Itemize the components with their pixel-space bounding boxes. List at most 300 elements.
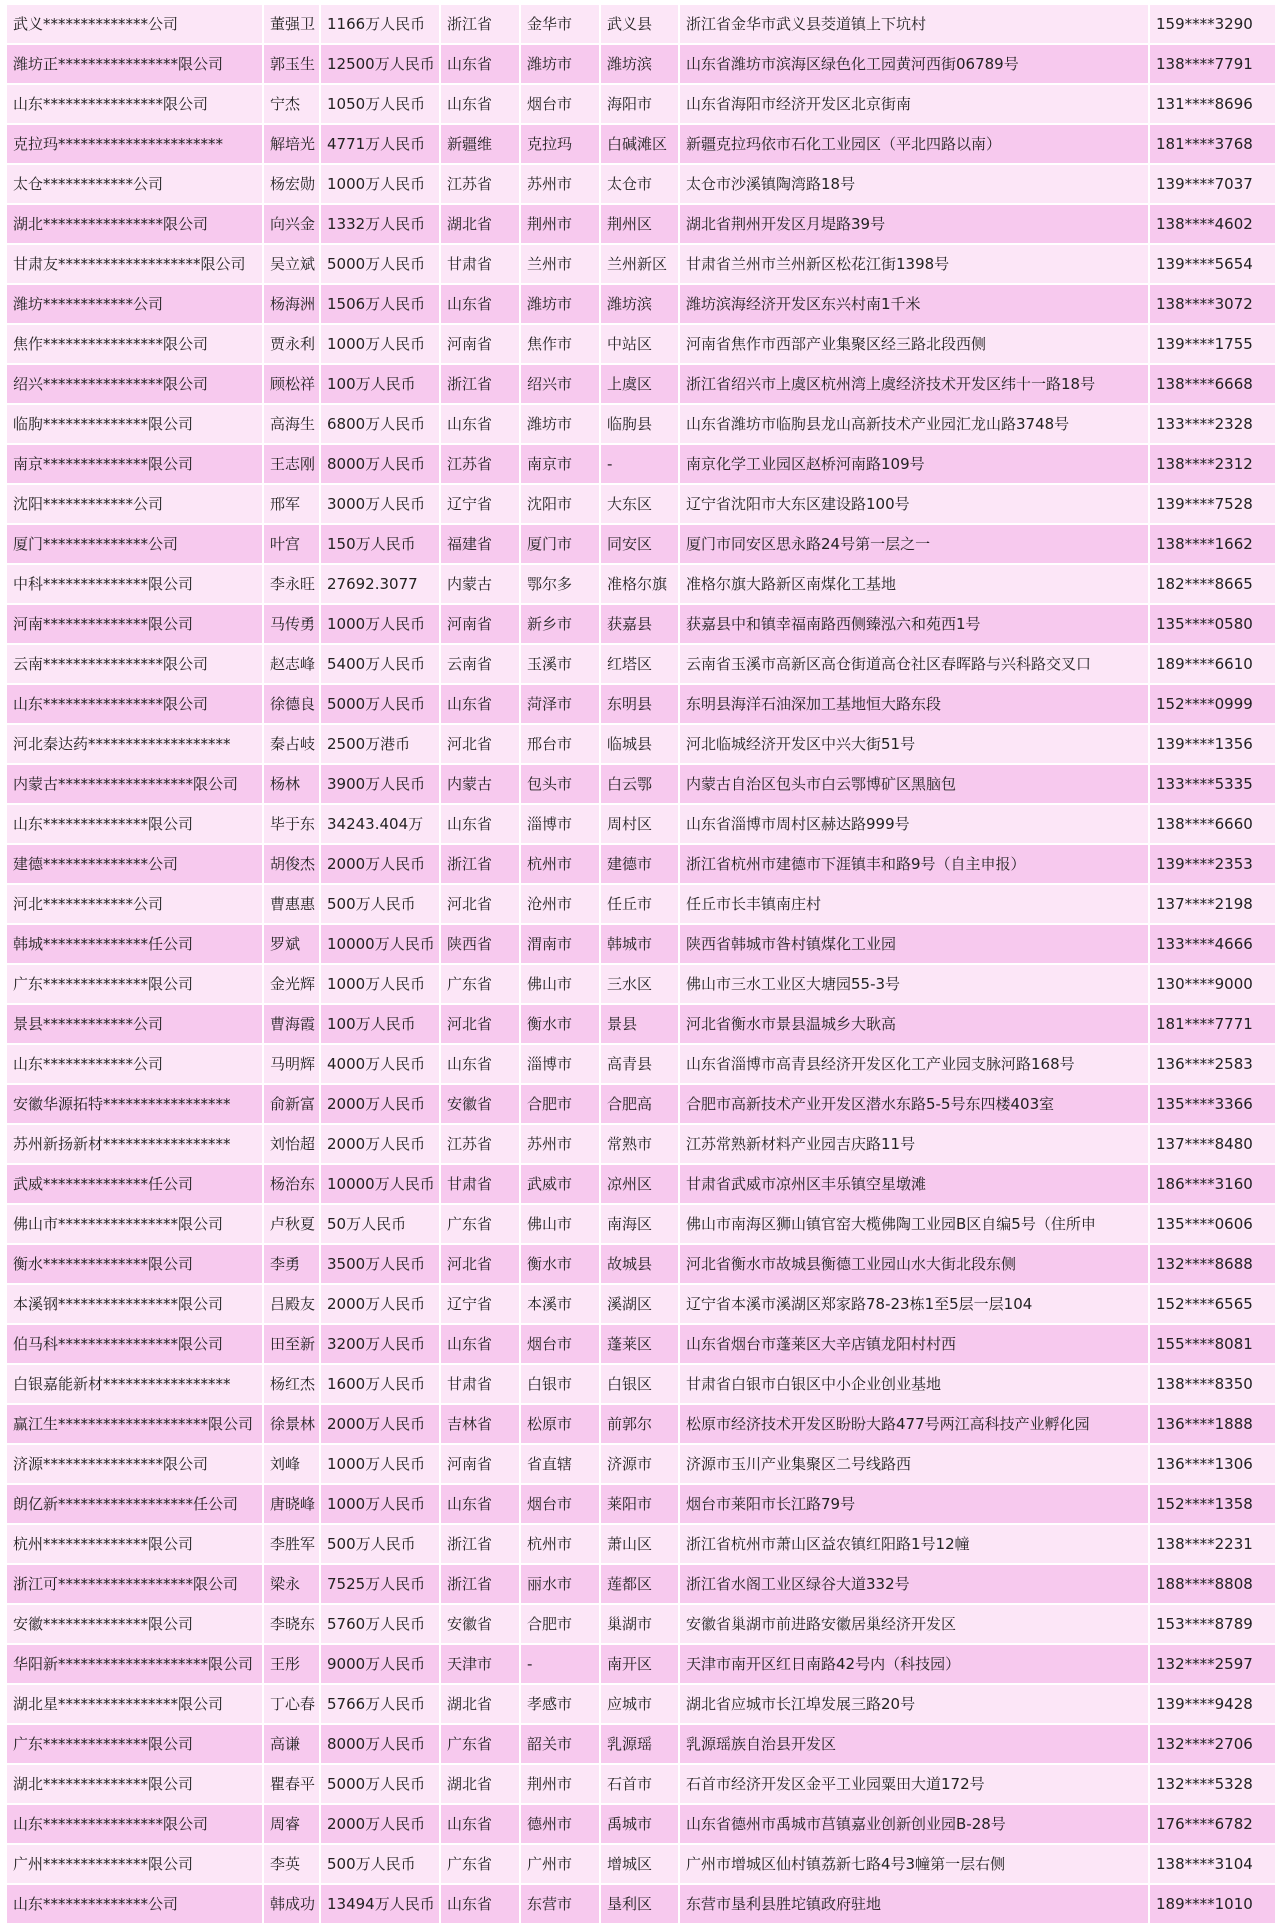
phone-cell: 138****6660 — [1149, 804, 1276, 844]
address-cell: 山东省德州市禹城市莒镇嘉业创新创业园B-28号 — [679, 1804, 1149, 1844]
registered-capital-cell: 100万人民币 — [320, 364, 440, 404]
company-name-cell: 伯马科****************限公司 — [6, 1324, 263, 1364]
city-cell: 衡水市 — [520, 1244, 600, 1284]
city-cell: 广州市 — [520, 1844, 600, 1884]
address-cell: 浙江省水阁工业区绿谷大道332号 — [679, 1564, 1149, 1604]
registered-capital-cell: 1166万人民币 — [320, 4, 440, 44]
legal-person-cell: 毕于东 — [263, 804, 320, 844]
legal-person-cell: 郭玉生 — [263, 44, 320, 84]
registered-capital-cell: 5400万人民币 — [320, 644, 440, 684]
province-cell: 内蒙古 — [440, 764, 520, 804]
district-cell: 获嘉县 — [600, 604, 679, 644]
city-cell: 潍坊市 — [520, 404, 600, 444]
province-cell: 河北省 — [440, 724, 520, 764]
legal-person-cell: 马明辉 — [263, 1044, 320, 1084]
city-cell: 佛山市 — [520, 964, 600, 1004]
phone-cell: 133****4666 — [1149, 924, 1276, 964]
registered-capital-cell: 150万人民币 — [320, 524, 440, 564]
city-cell: 沧州市 — [520, 884, 600, 924]
phone-cell: 138****2231 — [1149, 1524, 1276, 1564]
district-cell: 前郭尔 — [600, 1404, 679, 1444]
legal-person-cell: 李胜军 — [263, 1524, 320, 1564]
registered-capital-cell: 1000万人民币 — [320, 964, 440, 1004]
phone-cell: 139****7037 — [1149, 164, 1276, 204]
legal-person-cell: 周睿 — [263, 1804, 320, 1844]
district-cell: 垦利区 — [600, 1884, 679, 1924]
address-cell: 山东省海阳市经济开发区北京街南 — [679, 84, 1149, 124]
province-cell: 江苏省 — [440, 1124, 520, 1164]
district-cell: 蓬莱区 — [600, 1324, 679, 1364]
phone-cell: 138****1662 — [1149, 524, 1276, 564]
district-cell: 故城县 — [600, 1244, 679, 1284]
registered-capital-cell: 2500万港币 — [320, 724, 440, 764]
legal-person-cell: 曹海霞 — [263, 1004, 320, 1044]
registered-capital-cell: 7525万人民币 — [320, 1564, 440, 1604]
city-cell: - — [520, 1644, 600, 1684]
table-row — [6, 4, 1276, 44]
phone-cell: 136****1306 — [1149, 1444, 1276, 1484]
district-cell: 临朐县 — [600, 404, 679, 444]
company-name-cell: 沈阳************公司 — [6, 484, 263, 524]
city-cell: 东营市 — [520, 1884, 600, 1924]
city-cell: 克拉玛 — [520, 124, 600, 164]
district-cell: 溪湖区 — [600, 1284, 679, 1324]
registered-capital-cell: 5000万人民币 — [320, 1764, 440, 1804]
district-cell: 禹城市 — [600, 1804, 679, 1844]
address-cell: 浙江省杭州市萧山区益农镇红阳路1号12幢 — [679, 1524, 1149, 1564]
city-cell: 佛山市 — [520, 1204, 600, 1244]
registered-capital-cell: 2000万人民币 — [320, 1084, 440, 1124]
phone-cell: 132****2597 — [1149, 1644, 1276, 1684]
company-name-cell: 安徽**************限公司 — [6, 1604, 263, 1644]
table-row — [6, 1844, 1276, 1884]
registered-capital-cell: 5000万人民币 — [320, 244, 440, 284]
province-cell: 湖北省 — [440, 204, 520, 244]
city-cell: 渭南市 — [520, 924, 600, 964]
province-cell: 浙江省 — [440, 844, 520, 884]
address-cell: 山东省淄博市高青县经济开发区化工产业园支脉河路168号 — [679, 1044, 1149, 1084]
city-cell: 本溪市 — [520, 1284, 600, 1324]
registered-capital-cell: 6800万人民币 — [320, 404, 440, 444]
table-row — [6, 604, 1276, 644]
city-cell: 苏州市 — [520, 164, 600, 204]
company-name-cell: 甘肃友*******************限公司 — [6, 244, 263, 284]
address-cell: 江苏常熟新材料产业园吉庆路11号 — [679, 1124, 1149, 1164]
district-cell: 任丘市 — [600, 884, 679, 924]
table-row — [6, 204, 1276, 244]
phone-cell: 181****3768 — [1149, 124, 1276, 164]
registered-capital-cell: 50万人民币 — [320, 1204, 440, 1244]
company-name-cell: 本溪钢****************限公司 — [6, 1284, 263, 1324]
province-cell: 福建省 — [440, 524, 520, 564]
phone-cell: 189****1010 — [1149, 1884, 1276, 1924]
district-cell: 周村区 — [600, 804, 679, 844]
address-cell: 山东省潍坊市滨海区绿色化工园黄河西街06789号 — [679, 44, 1149, 84]
address-cell: 太仓市沙溪镇陶湾路18号 — [679, 164, 1149, 204]
city-cell: 武威市 — [520, 1164, 600, 1204]
province-cell: 山东省 — [440, 1884, 520, 1924]
address-cell: 浙江省绍兴市上虞区杭州湾上虞经济技术开发区纬十一路18号 — [679, 364, 1149, 404]
phone-cell: 135****3366 — [1149, 1084, 1276, 1124]
city-cell: 玉溪市 — [520, 644, 600, 684]
legal-person-cell: 宁杰 — [263, 84, 320, 124]
address-cell: 湖北省荆州开发区月堤路39号 — [679, 204, 1149, 244]
registered-capital-cell: 4771万人民币 — [320, 124, 440, 164]
city-cell: 包头市 — [520, 764, 600, 804]
address-cell: 河北临城经济开发区中兴大街51号 — [679, 724, 1149, 764]
province-cell: 江苏省 — [440, 444, 520, 484]
phone-cell: 152****6565 — [1149, 1284, 1276, 1324]
phone-cell: 133****2328 — [1149, 404, 1276, 444]
phone-cell: 139****1356 — [1149, 724, 1276, 764]
phone-cell: 152****0999 — [1149, 684, 1276, 724]
district-cell: 韩城市 — [600, 924, 679, 964]
city-cell: 合肥市 — [520, 1084, 600, 1124]
district-cell: 武义县 — [600, 4, 679, 44]
registered-capital-cell: 3200万人民币 — [320, 1324, 440, 1364]
table-row — [6, 524, 1276, 564]
company-name-cell: 绍兴****************限公司 — [6, 364, 263, 404]
district-cell: 白碱滩区 — [600, 124, 679, 164]
legal-person-cell: 高谦 — [263, 1724, 320, 1764]
district-cell: 兰州新区 — [600, 244, 679, 284]
registered-capital-cell: 12500万人民币 — [320, 44, 440, 84]
table-row — [6, 964, 1276, 1004]
phone-cell: 138****6668 — [1149, 364, 1276, 404]
table-row — [6, 1324, 1276, 1364]
district-cell: 建德市 — [600, 844, 679, 884]
phone-cell: 139****5654 — [1149, 244, 1276, 284]
city-cell: 白银市 — [520, 1364, 600, 1404]
address-cell: 陕西省韩城市昝村镇煤化工业园 — [679, 924, 1149, 964]
province-cell: 河北省 — [440, 1244, 520, 1284]
city-cell: 菏泽市 — [520, 684, 600, 724]
registered-capital-cell: 1000万人民币 — [320, 1444, 440, 1484]
registered-capital-cell: 2000万人民币 — [320, 844, 440, 884]
legal-person-cell: 叶宫 — [263, 524, 320, 564]
legal-person-cell: 李英 — [263, 1844, 320, 1884]
table-row — [6, 284, 1276, 324]
company-name-cell: 云南****************限公司 — [6, 644, 263, 684]
address-cell: 山东省淄博市周村区赫达路999号 — [679, 804, 1149, 844]
legal-person-cell: 韩成功 — [263, 1884, 320, 1924]
company-name-cell: 华阳新********************限公司 — [6, 1644, 263, 1684]
address-cell: 获嘉县中和镇幸福南路西侧臻泓六和苑西1号 — [679, 604, 1149, 644]
province-cell: 山东省 — [440, 404, 520, 444]
legal-person-cell: 邢军 — [263, 484, 320, 524]
address-cell: 甘肃省白银市白银区中小企业创业基地 — [679, 1364, 1149, 1404]
city-cell: 厦门市 — [520, 524, 600, 564]
address-cell: 任丘市长丰镇南庄村 — [679, 884, 1149, 924]
district-cell: 乳源瑶 — [600, 1724, 679, 1764]
registered-capital-cell: 5000万人民币 — [320, 684, 440, 724]
company-name-cell: 济源****************限公司 — [6, 1444, 263, 1484]
company-table-container — [5, 3, 1275, 1925]
phone-cell: 132****5328 — [1149, 1764, 1276, 1804]
company-name-cell: 杭州**************限公司 — [6, 1524, 263, 1564]
province-cell: 陕西省 — [440, 924, 520, 964]
phone-cell: 138****3072 — [1149, 284, 1276, 324]
province-cell: 安徽省 — [440, 1604, 520, 1644]
legal-person-cell: 瞿春平 — [263, 1764, 320, 1804]
province-cell: 浙江省 — [440, 1524, 520, 1564]
registered-capital-cell: 1332万人民币 — [320, 204, 440, 244]
city-cell: 省直辖 — [520, 1444, 600, 1484]
company-name-cell: 安徽华源拓特***************** — [6, 1084, 263, 1124]
address-cell: 甘肃省武威市凉州区丰乐镇空星墩滩 — [679, 1164, 1149, 1204]
table-row — [6, 1724, 1276, 1764]
city-cell: 绍兴市 — [520, 364, 600, 404]
company-name-cell: 内蒙古******************限公司 — [6, 764, 263, 804]
company-name-cell: 朗亿新******************任公司 — [6, 1484, 263, 1524]
legal-person-cell: 王志刚 — [263, 444, 320, 484]
province-cell: 湖北省 — [440, 1764, 520, 1804]
table-row — [6, 1604, 1276, 1644]
table-row — [6, 1804, 1276, 1844]
table-row — [6, 1444, 1276, 1484]
legal-person-cell: 罗斌 — [263, 924, 320, 964]
city-cell: 新乡市 — [520, 604, 600, 644]
phone-cell: 139****2353 — [1149, 844, 1276, 884]
table-row — [6, 764, 1276, 804]
legal-person-cell: 杨红杰 — [263, 1364, 320, 1404]
registered-capital-cell: 100万人民币 — [320, 1004, 440, 1044]
table-row — [6, 1484, 1276, 1524]
table-row — [6, 844, 1276, 884]
address-cell: 河南省焦作市西部产业集聚区经三路北段西侧 — [679, 324, 1149, 364]
legal-person-cell: 徐德良 — [263, 684, 320, 724]
province-cell: 山东省 — [440, 1324, 520, 1364]
legal-person-cell: 丁心春 — [263, 1684, 320, 1724]
company-name-cell: 潍坊正****************限公司 — [6, 44, 263, 84]
address-cell: 云南省玉溪市高新区高仓街道高仓社区春晖路与兴科路交叉口 — [679, 644, 1149, 684]
province-cell: 山东省 — [440, 1484, 520, 1524]
table-row — [6, 1404, 1276, 1444]
city-cell: 淄博市 — [520, 1044, 600, 1084]
address-cell: 东明县海洋石油深加工基地恒大路东段 — [679, 684, 1149, 724]
table-row — [6, 484, 1276, 524]
address-cell: 石首市经济开发区金平工业园粟田大道172号 — [679, 1764, 1149, 1804]
address-cell: 甘肃省兰州市兰州新区松花江街1398号 — [679, 244, 1149, 284]
legal-person-cell: 杨林 — [263, 764, 320, 804]
address-cell: 湖北省应城市长江埠发展三路20号 — [679, 1684, 1149, 1724]
registered-capital-cell: 500万人民币 — [320, 884, 440, 924]
address-cell: 松原市经济技术开发区盼盼大路477号两江高科技产业孵化园 — [679, 1404, 1149, 1444]
district-cell: 上虞区 — [600, 364, 679, 404]
district-cell: 南海区 — [600, 1204, 679, 1244]
table-row — [6, 1684, 1276, 1724]
district-cell: 合肥高 — [600, 1084, 679, 1124]
province-cell: 新疆维 — [440, 124, 520, 164]
phone-cell: 135****0606 — [1149, 1204, 1276, 1244]
district-cell: 同安区 — [600, 524, 679, 564]
table-row — [6, 1044, 1276, 1084]
company-name-cell: 临朐**************限公司 — [6, 404, 263, 444]
city-cell: 兰州市 — [520, 244, 600, 284]
legal-person-cell: 徐景林 — [263, 1404, 320, 1444]
table-row — [6, 124, 1276, 164]
company-name-cell: 韩城**************任公司 — [6, 924, 263, 964]
table-row — [6, 1884, 1276, 1924]
district-cell: 应城市 — [600, 1684, 679, 1724]
company-name-cell: 湖北星****************限公司 — [6, 1684, 263, 1724]
company-name-cell: 河北************公司 — [6, 884, 263, 924]
registered-capital-cell: 1600万人民币 — [320, 1364, 440, 1404]
legal-person-cell: 刘峰 — [263, 1444, 320, 1484]
company-name-cell: 武义**************公司 — [6, 4, 263, 44]
company-name-cell: 焦作****************限公司 — [6, 324, 263, 364]
registered-capital-cell: 1000万人民币 — [320, 324, 440, 364]
city-cell: 苏州市 — [520, 1124, 600, 1164]
phone-cell: 133****5335 — [1149, 764, 1276, 804]
company-table — [5, 3, 1277, 1925]
phone-cell: 139****7528 — [1149, 484, 1276, 524]
registered-capital-cell: 13494万人民币 — [320, 1884, 440, 1924]
company-name-cell: 苏州新扬新材***************** — [6, 1124, 263, 1164]
legal-person-cell: 吴立斌 — [263, 244, 320, 284]
phone-cell: 138****7791 — [1149, 44, 1276, 84]
province-cell: 河北省 — [440, 884, 520, 924]
table-body — [6, 4, 1276, 1924]
district-cell: 景县 — [600, 1004, 679, 1044]
registered-capital-cell: 2000万人民币 — [320, 1284, 440, 1324]
company-name-cell: 河南**************限公司 — [6, 604, 263, 644]
legal-person-cell: 曹惠惠 — [263, 884, 320, 924]
table-row — [6, 1164, 1276, 1204]
registered-capital-cell: 1000万人民币 — [320, 1484, 440, 1524]
company-name-cell: 广州**************限公司 — [6, 1844, 263, 1884]
address-cell: 辽宁省沈阳市大东区建设路100号 — [679, 484, 1149, 524]
company-name-cell: 衡水**************限公司 — [6, 1244, 263, 1284]
district-cell: 临城县 — [600, 724, 679, 764]
company-name-cell: 太仓************公司 — [6, 164, 263, 204]
province-cell: 辽宁省 — [440, 484, 520, 524]
district-cell: 莲都区 — [600, 1564, 679, 1604]
district-cell: 大东区 — [600, 484, 679, 524]
province-cell: 浙江省 — [440, 364, 520, 404]
company-name-cell: 建德**************公司 — [6, 844, 263, 884]
company-name-cell: 湖北**************限公司 — [6, 1764, 263, 1804]
city-cell: 潍坊市 — [520, 44, 600, 84]
province-cell: 广东省 — [440, 1204, 520, 1244]
district-cell: 潍坊滨 — [600, 44, 679, 84]
legal-person-cell: 杨治东 — [263, 1164, 320, 1204]
table-row — [6, 1004, 1276, 1044]
registered-capital-cell: 500万人民币 — [320, 1524, 440, 1564]
company-name-cell: 山东****************限公司 — [6, 84, 263, 124]
registered-capital-cell: 3900万人民币 — [320, 764, 440, 804]
phone-cell: 153****8789 — [1149, 1604, 1276, 1644]
table-row — [6, 404, 1276, 444]
legal-person-cell: 高海生 — [263, 404, 320, 444]
table-row — [6, 1084, 1276, 1124]
table-row — [6, 924, 1276, 964]
table-row — [6, 1244, 1276, 1284]
phone-cell: 137****2198 — [1149, 884, 1276, 924]
district-cell: 中站区 — [600, 324, 679, 364]
province-cell: 山东省 — [440, 284, 520, 324]
address-cell: 浙江省金华市武义县茭道镇上下坑村 — [679, 4, 1149, 44]
legal-person-cell: 马传勇 — [263, 604, 320, 644]
province-cell: 山东省 — [440, 84, 520, 124]
company-name-cell: 白银嘉能新材***************** — [6, 1364, 263, 1404]
district-cell: 潍坊滨 — [600, 284, 679, 324]
table-row — [6, 1124, 1276, 1164]
legal-person-cell: 唐晓峰 — [263, 1484, 320, 1524]
province-cell: 辽宁省 — [440, 1284, 520, 1324]
address-cell: 浙江省杭州市建德市下涯镇丰和路9号（自主申报） — [679, 844, 1149, 884]
legal-person-cell: 金光辉 — [263, 964, 320, 1004]
registered-capital-cell: 34243.404万 — [320, 804, 440, 844]
legal-person-cell: 李永旺 — [263, 564, 320, 604]
legal-person-cell: 卢秋夏 — [263, 1204, 320, 1244]
legal-person-cell: 田至新 — [263, 1324, 320, 1364]
table-row — [6, 364, 1276, 404]
province-cell: 内蒙古 — [440, 564, 520, 604]
table-row — [6, 84, 1276, 124]
province-cell: 甘肃省 — [440, 1164, 520, 1204]
province-cell: 山东省 — [440, 804, 520, 844]
city-cell: 烟台市 — [520, 1484, 600, 1524]
registered-capital-cell: 3500万人民币 — [320, 1244, 440, 1284]
province-cell: 甘肃省 — [440, 244, 520, 284]
address-cell: 佛山市南海区狮山镇官窑大榄佛陶工业园B区自编5号（住所申 — [679, 1204, 1149, 1244]
company-name-cell: 山东************公司 — [6, 1044, 263, 1084]
legal-person-cell: 胡俊杰 — [263, 844, 320, 884]
company-name-cell: 武威**************任公司 — [6, 1164, 263, 1204]
province-cell: 云南省 — [440, 644, 520, 684]
table-row — [6, 1284, 1276, 1324]
city-cell: 杭州市 — [520, 1524, 600, 1564]
registered-capital-cell: 1000万人民币 — [320, 164, 440, 204]
address-cell: 佛山市三水工业区大塘园55-3号 — [679, 964, 1149, 1004]
company-name-cell: 山东****************限公司 — [6, 1804, 263, 1844]
district-cell: 荆州区 — [600, 204, 679, 244]
registered-capital-cell: 2000万人民币 — [320, 1124, 440, 1164]
company-name-cell: 赢江生********************限公司 — [6, 1404, 263, 1444]
phone-cell: 138****8350 — [1149, 1364, 1276, 1404]
address-cell: 新疆克拉玛依市石化工业园区（平北四路以南） — [679, 124, 1149, 164]
city-cell: 荆州市 — [520, 204, 600, 244]
phone-cell: 159****3290 — [1149, 4, 1276, 44]
address-cell: 山东省潍坊市临朐县龙山高新技术产业园汇龙山路3748号 — [679, 404, 1149, 444]
phone-cell: 155****8081 — [1149, 1324, 1276, 1364]
company-name-cell: 广东**************限公司 — [6, 1724, 263, 1764]
company-name-cell: 浙江可******************限公司 — [6, 1564, 263, 1604]
province-cell: 河南省 — [440, 324, 520, 364]
province-cell: 吉林省 — [440, 1404, 520, 1444]
registered-capital-cell: 1506万人民币 — [320, 284, 440, 324]
address-cell: 东营市垦利县胜坨镇政府驻地 — [679, 1884, 1149, 1924]
address-cell: 乳源瑶族自治县开发区 — [679, 1724, 1149, 1764]
phone-cell: 176****6782 — [1149, 1804, 1276, 1844]
phone-cell: 136****2583 — [1149, 1044, 1276, 1084]
phone-cell: 181****7771 — [1149, 1004, 1276, 1044]
company-name-cell: 克拉玛********************** — [6, 124, 263, 164]
table-row — [6, 1524, 1276, 1564]
legal-person-cell: 李晓东 — [263, 1604, 320, 1644]
province-cell: 甘肃省 — [440, 1364, 520, 1404]
legal-person-cell: 秦占岐 — [263, 724, 320, 764]
district-cell: 白银区 — [600, 1364, 679, 1404]
city-cell: 南京市 — [520, 444, 600, 484]
legal-person-cell: 赵志峰 — [263, 644, 320, 684]
company-name-cell: 河北秦达药******************* — [6, 724, 263, 764]
city-cell: 荆州市 — [520, 1764, 600, 1804]
district-cell: 红塔区 — [600, 644, 679, 684]
legal-person-cell: 向兴金 — [263, 204, 320, 244]
province-cell: 浙江省 — [440, 1564, 520, 1604]
